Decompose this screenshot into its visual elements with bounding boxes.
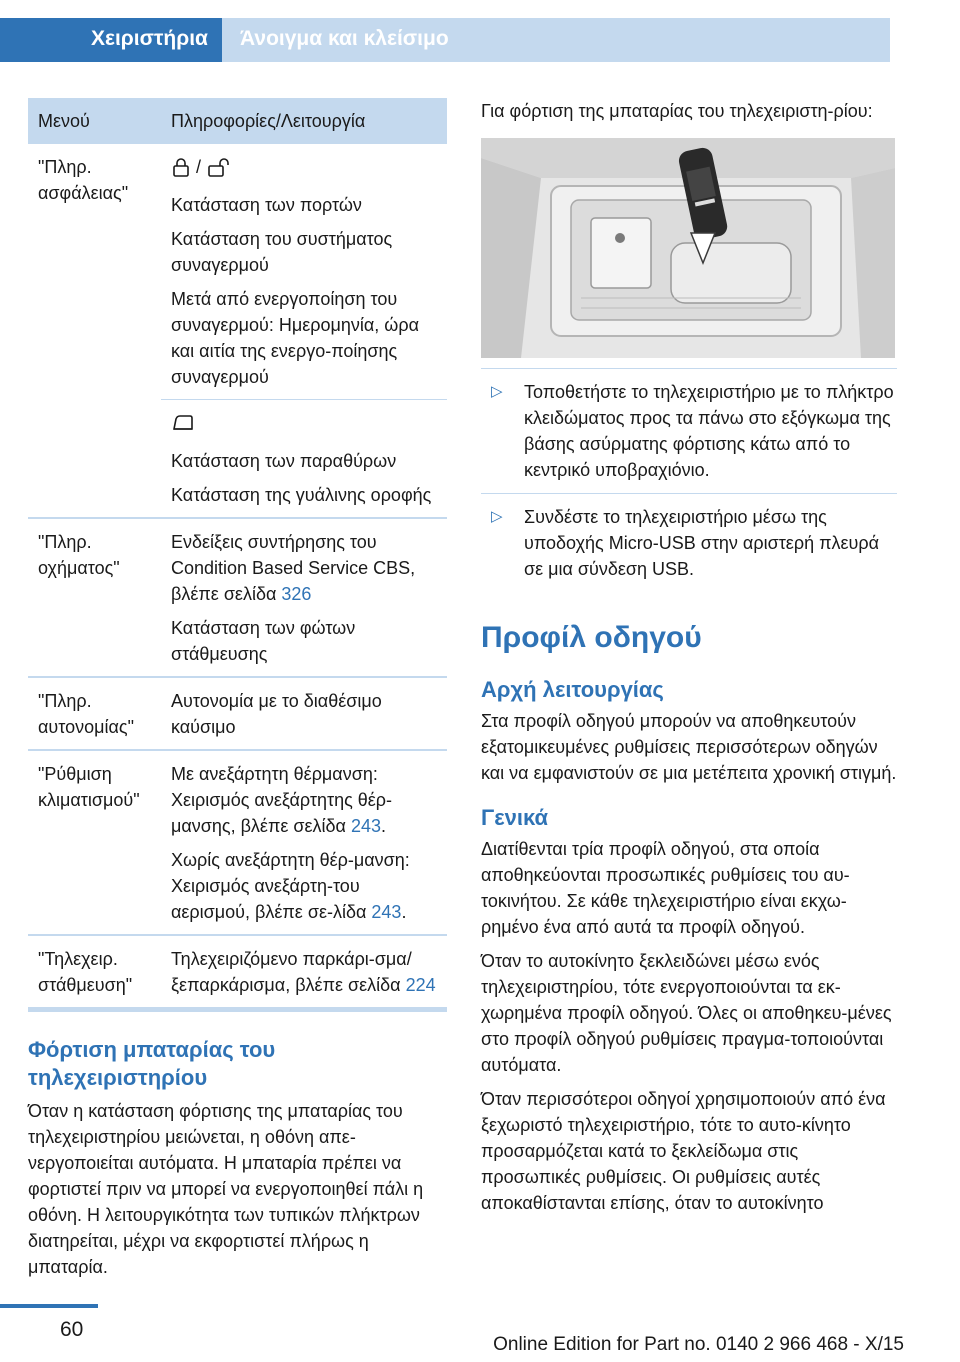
- table-row: [28, 677, 447, 750]
- left-column: [28, 98, 448, 1280]
- page-link[interactable]: 243: [371, 902, 402, 922]
- door-icons-line: [171, 154, 437, 184]
- info-text: Κατάσταση των φώτων στάθμευσης: [171, 618, 356, 664]
- menu-cell: "Πληρ. ασφάλειας": [38, 157, 129, 203]
- info-cell: [161, 144, 447, 400]
- charging-step: [481, 504, 897, 582]
- right-column: [481, 98, 897, 1216]
- page-link[interactable]: 243: [350, 816, 382, 836]
- charging-tray-photo: [481, 138, 895, 358]
- info-text-body: Με ανεξάρτητη θέρμανση: Χειρισμός ανεξάρτητης θέρ-μανσης, βλέπε σελίδα: [171, 764, 393, 836]
- menu-cell: "Πληρ. αυτονομίας": [28, 677, 161, 750]
- info-cell: [161, 400, 447, 519]
- subsection-tab: Άνοιγμα και κλείσιμο: [222, 18, 890, 62]
- table-row: [28, 750, 447, 935]
- info-text: Κατάσταση της γυάλινης οροφής: [171, 485, 432, 505]
- page-number: 60: [60, 1318, 84, 1341]
- info-cell: [161, 518, 447, 677]
- info-text: Αυτονομία με το διαθέσιμο καύσιμο: [171, 691, 382, 737]
- info-text-end: .: [401, 902, 407, 922]
- info-cell: [161, 677, 447, 750]
- lock-closed-icon: [171, 157, 191, 184]
- table-header-row: [28, 98, 447, 144]
- charging-body: Όταν η κατάσταση φόρτισης της μπαταρίας του τηλεχειριστηρίου μειώνεται, η οθόνη απε-νεργοποιείται αυτόματα. Η μπαταρία πρέπει να φορτιστεί πριν να μπορεί να ενεργοποιηθεί πάλι η οθόνη. Η λειτουργικότητα των τυπικών πλήκτρων διατηρείται, μέχρι να εκφορτιστεί πλήρως η μπαταρία.: [28, 1101, 424, 1277]
- info-text: [171, 529, 437, 607]
- info-text-body: Ενδείξεις συντήρησης του Condition Based Service CBS, βλέπε σελίδα: [171, 532, 416, 604]
- general-heading: Γενικά: [481, 805, 549, 830]
- info-text: Κατάσταση των πορτών: [171, 195, 362, 215]
- info-text: [171, 847, 437, 925]
- info-text: Κατάσταση του συστήματος συναγερμού: [171, 229, 393, 275]
- info-text-body: Τηλεχειριζόμενο παρκάρι-σμα/ξεπαρκάρισμα, βλέπε σελίδα: [171, 949, 412, 995]
- driver-profiles-title: Προφίλ οδηγού: [481, 621, 702, 654]
- page-header: [0, 0, 960, 62]
- menu-cell: "Πληρ. οχήματος": [28, 518, 161, 677]
- section-tab: Χειριστήρια: [0, 18, 222, 62]
- table-row: [28, 935, 447, 1010]
- info-text: [171, 946, 437, 998]
- col-header-menu: Μενού: [28, 98, 161, 144]
- general-paragraph: Όταν το αυτοκίνητο ξεκλειδώνει μέσω ενός τηλεχειριστηρίου, τότε ενεργοποιούνται τα εκ-χωρημένα προφίλ οδηγού. Όλες οι αποθηκευ-μένες στο προφίλ οδηγού ρυθμίσεις πραγμα-τοποιούνται αυτόματα.: [481, 951, 892, 1075]
- info-text-end: .: [381, 816, 387, 836]
- edition-footer: Online Edition for Part no. 0140 2 966 468 - X/15: [493, 1334, 904, 1355]
- menu-cell: "Ρύθμιση κλιματισμού": [28, 750, 161, 935]
- menu-info-table: [28, 98, 447, 1012]
- info-cell: [161, 935, 447, 1010]
- table-row: [28, 518, 447, 677]
- divider: [481, 493, 897, 494]
- step-marker-icon: ▷: [491, 508, 503, 525]
- info-text: [171, 761, 437, 839]
- divider: [481, 368, 897, 369]
- info-text-body: Χωρίς ανεξάρτητη θέρ-μανση: Χειρισμός ανεξάρτη-του αερισμού, βλέπε σε-λίδα: [171, 850, 410, 922]
- step-text: Τοποθετήστε το τηλεχειριστήριο με το πλήκτρο κλειδώματος προς τα πάνω στο εξόγκωμα της βάσης ασύρματης φόρτισης κάτω από το κεντρικό υποβραχιόνιο.: [524, 382, 894, 480]
- lock-open-icon: [206, 157, 232, 184]
- info-cell: [161, 750, 447, 935]
- menu-cell: "Τηλεχειρ. στάθμευση": [28, 935, 161, 1010]
- charging-intro: Για φόρτιση της μπαταρίας του τηλεχειριστη-ρίου:: [481, 101, 873, 121]
- principle-heading: Αρχή λειτουργίας: [481, 677, 664, 702]
- page-link[interactable]: 326: [281, 584, 312, 604]
- charging-heading: Φόρτιση μπαταρίας του τηλεχειριστηρίου: [28, 1037, 276, 1090]
- step-marker-icon: ▷: [491, 383, 503, 400]
- charging-step: [481, 379, 897, 483]
- general-paragraph: Όταν περισσότεροι οδηγοί χρησιμοποιούν από ένα ξεχωριστό τηλεχειριστήριο, τότε το αυτο-κίνητο προσαρμόζεται κατά το ξεκλείδωμα στις προσωπικές ρυθμίσεις. Οι ρυθμίσεις αυτές αποκαθίστανται επίσης, όταν το αυτοκίνητο: [481, 1089, 886, 1213]
- principle-body: Στα προφίλ οδηγού μπορούν να αποθηκευτούν εξατομικευμένες ρυθμίσεις περισσότερων οδηγών και να εμφανιστούν σε μια μετέπειτα χρονική στιγμή.: [481, 711, 897, 783]
- col-header-info: Πληροφορίες/Λειτουργία: [161, 98, 447, 144]
- page-link[interactable]: 224: [405, 975, 436, 995]
- info-text: Μετά από ενεργοποίηση του συναγερμού: Ημερομηνία, ώρα και αιτία της ενεργο-ποίησης συναγερμού: [171, 289, 419, 387]
- info-text: Κατάσταση των παραθύρων: [171, 451, 397, 471]
- window-icon: [171, 413, 195, 440]
- window-icon-line: [171, 410, 437, 440]
- table-row: [28, 400, 447, 519]
- table-row: [28, 144, 447, 400]
- menu-cell-empty: [28, 400, 161, 519]
- general-paragraph: Διατίθενται τρία προφίλ οδηγού, στα οποία αποθηκεύονται προσωπικές ρυθμίσεις του αυ-τοκινήτου. Σε κάθε τηλεχειριστήριο είναι εκχω-ρημένο ένα από αυτά τα προφίλ οδηγού.: [481, 839, 850, 937]
- footer-accent-line: [0, 1304, 98, 1308]
- step-text: Συνδέστε το τηλεχειριστήριο μέσω της υποδοχής Micro-USB στην αριστερή πλευρά σε μια σύνδεση USB.: [524, 507, 880, 579]
- icon-separator: /: [191, 157, 207, 177]
